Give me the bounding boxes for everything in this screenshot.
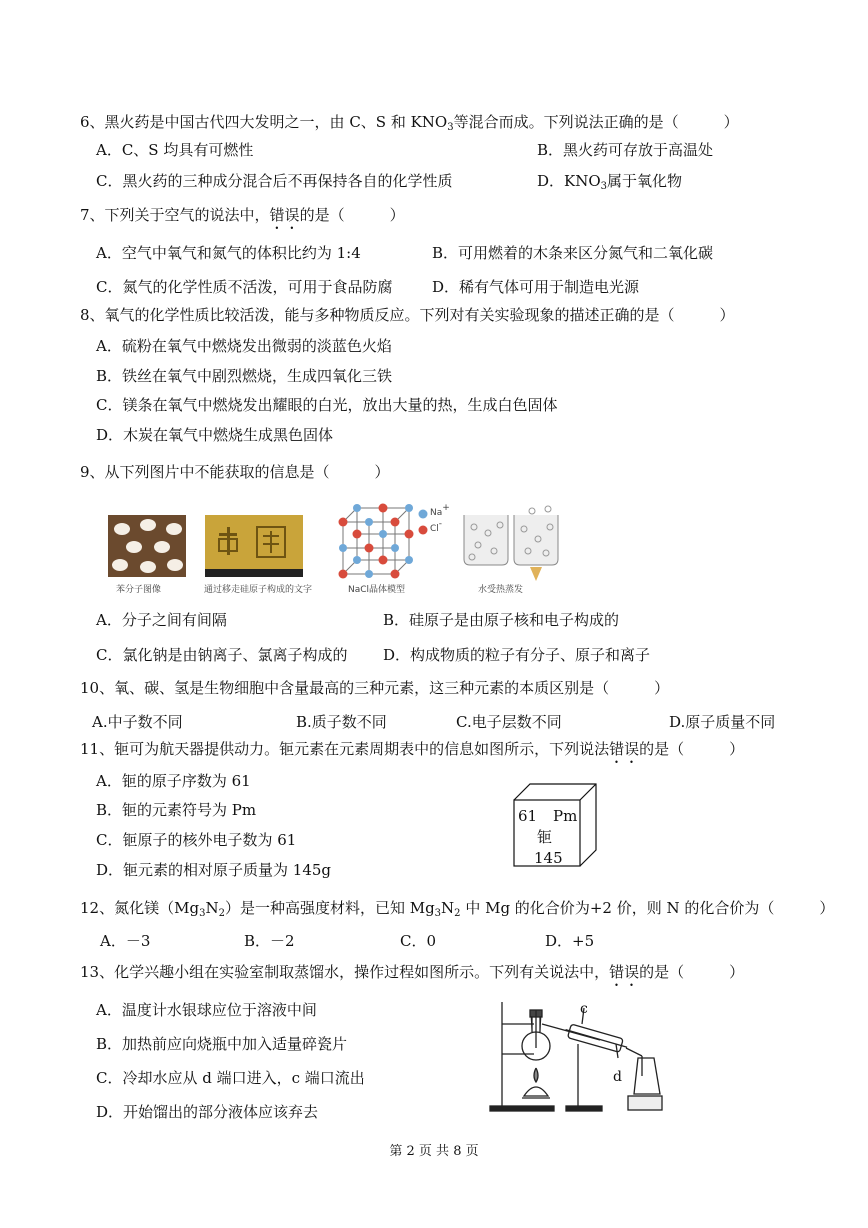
question-11-stem	[80, 739, 744, 767]
question-7-stem	[80, 205, 405, 233]
benzene-molecule-image	[108, 515, 186, 577]
q6-option-a: A．C、S 均具有可燃性	[96, 141, 254, 159]
q6-option-d-subscript: 3	[600, 181, 608, 192]
question-13-stem	[80, 962, 744, 990]
chloride-ion-symbol: Cl	[430, 524, 439, 534]
caption-benzene: 苯分子图像	[116, 585, 162, 595]
q13-stem-text: 13、化学兴趣小组在实验室制取蒸馏水，操作过程如图所示。下列有关说法中，	[80, 963, 610, 981]
q12-stem-middle: ）是一种高强度材料，已知 Mg	[224, 899, 435, 917]
q7-option-b: B．可用燃着的木条来区分氮气和二氧化碳	[432, 244, 714, 262]
q7-option-c: C．氮气的化学性质不活泼，可用于食品防腐	[96, 278, 393, 296]
q7-option-a: A．空气中氧气和氮气的体积比约为 1:4	[96, 244, 361, 262]
question-9-stem: 9、从下列图片中不能获取的信息是（ ）	[80, 463, 390, 481]
q6-option-d-tail: 属于氧化物	[607, 172, 683, 190]
question-8-stem: 8、氧气的化学性质比较活泼，能与多种物质反应。下列对有关实验现象的描述正确的是（ ）	[80, 306, 735, 324]
water-evaporation-image	[458, 505, 568, 583]
question-10-stem: 10、氧、碳、氢是生物细胞中含量最高的三种元素，这三种元素的本质区别是（ ）	[80, 679, 670, 697]
q8-option-b: B．铁丝在氧气中剧烈燃烧，生成四氧化三铁	[96, 367, 393, 385]
element-atomic-mass: 145	[534, 849, 563, 867]
chloride-ion-label	[430, 519, 443, 534]
q10-option-c: C.电子层数不同	[456, 713, 562, 731]
q12-formula-sub-4: 2	[454, 908, 461, 919]
sodium-ion-charge: +	[442, 503, 450, 513]
element-symbol: Pm	[553, 807, 578, 825]
q9-option-b: B．硅原子是由原子核和电子构成的	[383, 611, 620, 629]
condenser-port-c-label: c	[580, 1001, 588, 1017]
page-number: 第 2 页 共 8 页	[389, 1144, 479, 1159]
q12-stem-text: 12、氮化镁（Mg	[80, 899, 200, 917]
q13-stem-tail: 的是（ ）	[639, 963, 745, 981]
q11-emphasis: 错误	[609, 740, 640, 758]
q6-option-b: B．黑火药可存放于高温处	[537, 141, 714, 159]
sodium-ion-label	[430, 503, 450, 518]
q6-stem-text-tail: 等混合而成。下列说法正确的是（ ）	[453, 113, 739, 131]
q11-option-a: A．钷的原子序数为 61	[96, 772, 251, 790]
q11-option-d: D．钷元素的相对原子质量为 145g	[96, 861, 332, 879]
q13-option-d: D．开始馏出的部分液体应该弃去	[96, 1103, 319, 1121]
q10-option-a: A.中子数不同	[92, 713, 183, 731]
q13-emphasis: 错误	[609, 963, 640, 981]
q12-formula-sub-1: 3	[199, 908, 206, 919]
q9-option-c: C．氯化钠是由钠离子、氯离子构成的	[96, 646, 348, 664]
element-atomic-number: 61	[518, 807, 538, 825]
q13-option-a: A．温度计水银球应位于溶液中间	[96, 1001, 317, 1019]
q6-option-d	[537, 171, 682, 191]
caption-nacl: NaCl晶体模型	[348, 585, 406, 595]
sodium-ion-symbol: Na	[430, 508, 443, 518]
distillation-apparatus	[488, 996, 664, 1114]
q8-option-c: C．镁条在氧气中燃烧发出耀眼的白光，放出大量的热，生成白色固体	[96, 396, 558, 414]
q12-formula-n-2: N	[441, 899, 455, 917]
q7-option-d: D．稀有气体可用于制造电光源	[432, 278, 640, 296]
q9-option-d: D．构成物质的粒子有分子、原子和离子	[383, 646, 651, 664]
q12-formula-sub-3: 3	[434, 908, 442, 919]
q12-option-d: D．+5	[545, 932, 595, 950]
caption-water-evaporation: 水受热蒸发	[478, 585, 524, 595]
q9-option-a: A．分子之间有间隔	[96, 611, 227, 629]
q11-option-c: C．钷原子的核外电子数为 61	[96, 831, 297, 849]
q13-option-b: B．加热前应向烧瓶中加入适量碎瓷片	[96, 1035, 348, 1053]
question-12-stem	[80, 898, 834, 918]
q6-option-d-text: D．KNO	[537, 172, 601, 190]
q6-stem-text: 6、黑火药是中国古代四大发明之一，由 C、S 和 KNO	[80, 113, 448, 131]
q10-option-b: B.质子数不同	[296, 713, 387, 731]
q11-stem-tail: 的是（ ）	[639, 740, 745, 758]
condenser-port-d-label: d	[613, 1069, 622, 1085]
chloride-ion-charge: -	[438, 519, 443, 529]
q12-formula-n-1: N	[205, 899, 219, 917]
q7-stem-tail: 的是（ ）	[299, 206, 405, 224]
q8-option-a: A．硫粉在氧气中燃烧发出微弱的淡蓝色火焰	[96, 337, 392, 355]
caption-silicon-text: 通过移走硅原子构成的文字	[204, 585, 313, 595]
q12-stem-tail: 中 Mg 的化合价为+2 价，则 N 的化合价为（ ）	[460, 899, 835, 917]
q7-emphasis: 错误	[269, 206, 300, 224]
q11-option-b: B．钷的元素符号为 Pm	[96, 801, 257, 819]
question-6-stem	[80, 112, 739, 132]
silicon-atom-text-image	[205, 515, 303, 577]
q12-formula-sub-2: 2	[218, 908, 225, 919]
q6-stem-subscript: 3	[447, 122, 454, 133]
q12-option-b: B．－2	[244, 932, 295, 950]
q12-option-c: C．0	[400, 932, 437, 950]
q12-option-a: A．－3	[100, 932, 151, 950]
q7-stem-text: 7、下列关于空气的说法中，	[80, 206, 270, 224]
q6-option-c: C．黑火药的三种成分混合后不再保持各自的化学性质	[96, 172, 453, 190]
q10-option-d: D.原子质量不同	[669, 713, 776, 731]
q13-option-c: C．冷却水应从 d 端口进入，c 端口流出	[96, 1069, 365, 1087]
q8-option-d: D．木炭在氧气中燃烧生成黑色固体	[96, 426, 334, 444]
q11-stem-text: 11、钷可为航天器提供动力。钷元素在元素周期表中的信息如图所示，下列说法	[80, 740, 610, 758]
element-name: 钷	[537, 828, 553, 846]
